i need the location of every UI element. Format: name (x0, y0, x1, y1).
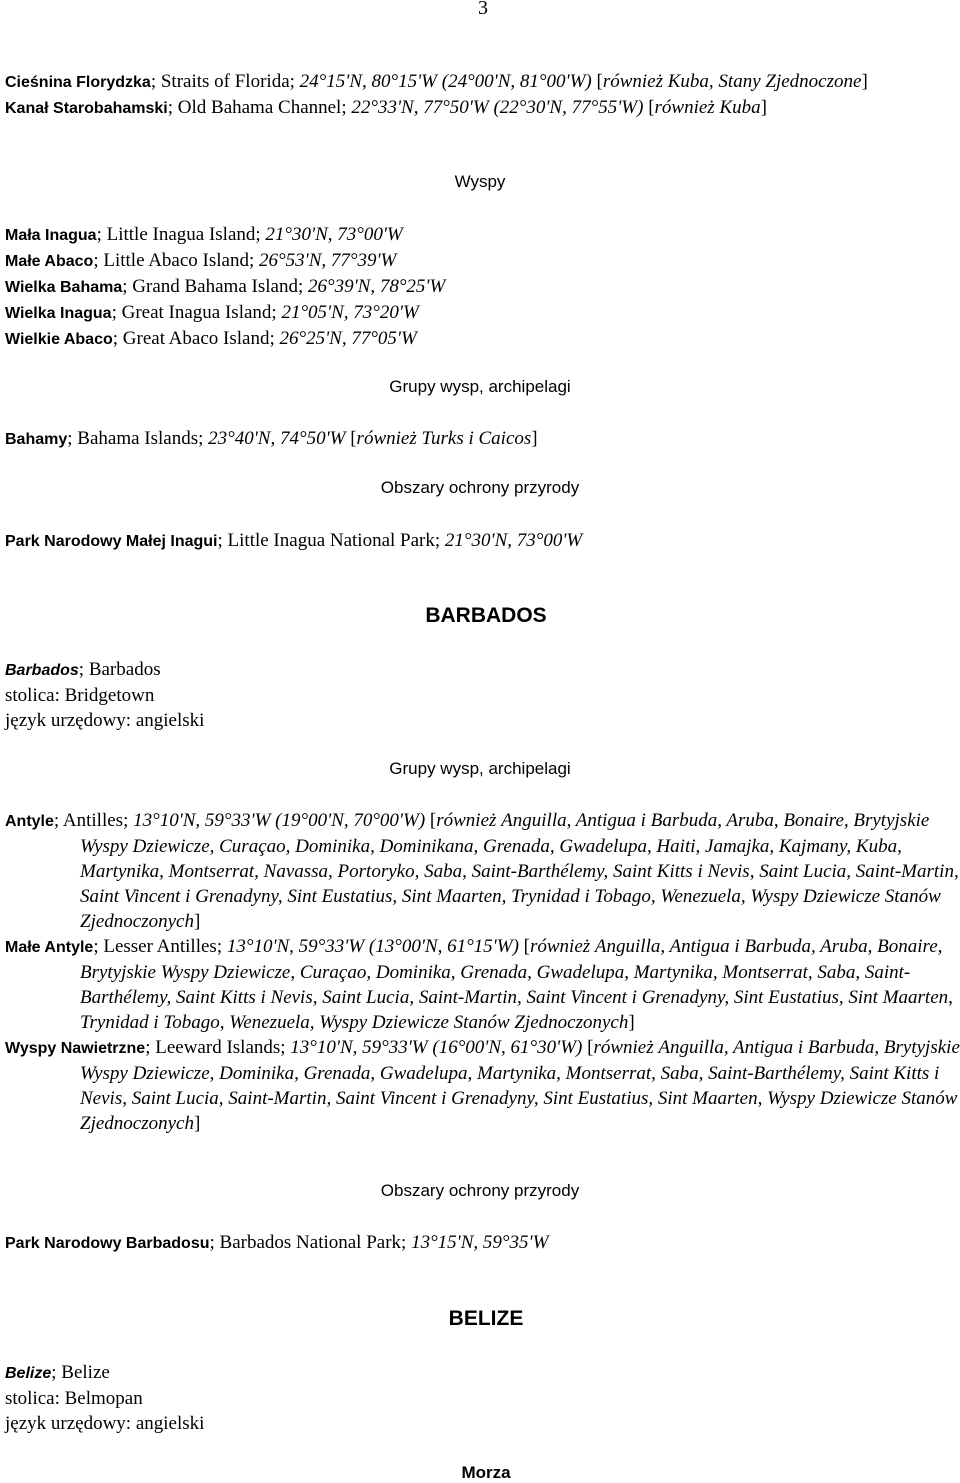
entry-also-list: Kuba (719, 97, 761, 118)
country-official-language: język urzędowy: angielski (5, 710, 205, 731)
gazetteer-entry: Wielka Inagua; Great Inagua Island; 21°05'N, 73°20'W (5, 302, 419, 323)
entry-also-list: Anguilla, Antigua i Barbuda, Aruba, Bonaire, Brytyjskie Wyspy Dziewicze, Curaçao, Dominika, Grenada, Gwadelupa, Martynika, Montserrat, Saba, Saint-Barthélemy, Saint Kitts i Nevis, Saint Lucia, Saint-Martin, Saint Vincent i Grenadyny, Sint Eustatius, Sint Maarten, Trynidad i Tobago, Wenezuela, Wyspy Dziewicze Stanów Zjednoczonych (80, 936, 953, 1033)
entry-coordinates: 21°05'N, 73°20'W (281, 302, 419, 323)
group-entries (5, 808, 960, 1136)
entry-coordinates: 21°30'N, 73°00'W (265, 224, 403, 245)
entry-also-label: również (602, 71, 663, 92)
gazetteer-entry: Wielkie Abaco; Great Abaco Island; 26°25'N, 77°05'W (5, 328, 417, 349)
entry-name: Wielka Inagua (5, 305, 112, 322)
country-name-line: Barbados; Barbados (5, 659, 161, 680)
entry-english-name: Straits of Florida (160, 71, 290, 92)
entry-also-label: również (593, 1037, 654, 1058)
strait-entries (5, 69, 960, 121)
section-heading-island-groups: Grupy wysp, archipelagi (389, 759, 571, 778)
entry-english-name: Little Abaco Island (103, 250, 249, 271)
entry-also-label: również (356, 428, 417, 449)
protected-entries (5, 528, 960, 554)
entry-coordinates: 21°30'N, 73°00'W (444, 530, 583, 551)
gazetteer-entry: Cieśnina Florydzka; Straits of Florida; 24°15'N, 80°15'W (24°00'N, 81°00'W) [również Kuba, Stany Zjednoczone] (5, 71, 868, 92)
country-name: Barbados (5, 662, 79, 679)
protected-entries (5, 1230, 960, 1256)
entry-coordinates: 22°33'N, 77°50'W (22°30'N, 77°55'W) (351, 97, 644, 118)
entry-coordinates: 13°10'N, 59°33'W (19°00'N, 70°00'W) (133, 810, 426, 831)
country-heading-barbados: BARBADOS (425, 604, 547, 627)
entry-also-list: Kuba, Stany Zjednoczone (667, 71, 862, 92)
entry-english-name: Lesser Antilles (103, 936, 217, 957)
entry-also-label: również (654, 97, 715, 118)
country-english-name: Barbados (88, 659, 161, 680)
country-capital: stolica: Bridgetown (5, 685, 155, 706)
gazetteer-entry: Wyspy Nawietrzne; Leeward Islands; 13°10'N, 59°33'W (16°00'N, 61°30'W) [również Anguilla, Antigua i Barbuda, Brytyjskie Wyspy Dziewicze, Dominika, Grenada, Gwadelupa, Martynika, Montserrat, Saba, Saint-Barthélemy, Saint Kitts i Nevis, Saint Lucia, Saint-Martin, Saint Vincent i Grenadyny, Sint Eustatius, Sint Maarten, Wyspy Dziewicze Stanów Zjednoczonych] (5, 1037, 960, 1134)
entry-coordinates: 26°39'N, 78°25'W (307, 276, 446, 297)
group-entries (5, 426, 960, 452)
country-name: Belize (5, 1365, 52, 1382)
gazetteer-entry: Park Narodowy Barbadosu; Barbados National Park; 13°15'N, 59°35'W (5, 1232, 549, 1253)
entry-english-name: Barbados National Park (219, 1232, 402, 1253)
entry-name: Wyspy Nawietrzne (5, 1040, 146, 1057)
gazetteer-entry: Mała Inagua; Little Inagua Island; 21°30'N, 73°00'W (5, 224, 403, 245)
gazetteer-entry: Antyle; Antilles; 13°10'N, 59°33'W (19°00'N, 70°00'W) [również Anguilla, Antigua i Barbuda, Aruba, Bonaire, Brytyjskie Wyspy Dziewicze, Curaçao, Dominika, Dominikana, Grenada, Gwadelupa, Haiti, Jamajka, Kajmany, Kuba, Martynika, Montserrat, Navassa, Portoryko, Saba, Saint-Barthélemy, Saint Kitts i Nevis, Saint Lucia, Saint-Martin, Saint Vincent i Grenadyny, Sint Eustatius, Sint Maarten, Trynidad i Tobago, Wenezuela, Wyspy Dziewicze Stanów Zjednoczonych] (5, 810, 959, 932)
country-heading-belize: BELIZE (448, 1307, 524, 1330)
country-info-barbados (5, 657, 204, 733)
entry-english-name: Old Bahama Channel (177, 97, 342, 118)
gazetteer-entry: Kanał Starobahamski; Old Bahama Channel; 22°33'N, 77°50'W (22°30'N, 77°55'W) [również Kuba] (5, 97, 767, 118)
entry-also-list: Anguilla, Antigua i Barbuda, Brytyjskie Wyspy Dziewicze, Dominika, Grenada, Gwadelupa, Martynika, Montserrat, Saba, Saint-Barthélemy, Saint Kitts i Nevis, Saint Lucia, Saint-Martin, Saint Vincent i Grenadyny, Sint Eustatius, Sint Maarten, Wyspy Dziewicze Stanów Zjednoczonych (80, 1037, 960, 1134)
section-heading-protected-areas: Obszary ochrony przyrody (380, 1181, 580, 1200)
entry-english-name: Leeward Islands (155, 1037, 281, 1058)
entry-english-name: Bahama Islands (77, 428, 199, 449)
entry-coordinates: 13°10'N, 59°33'W (16°00'N, 61°30'W) (290, 1037, 583, 1058)
entry-name: Małe Antyle (5, 939, 94, 956)
entry-name: Małe Abaco (5, 253, 94, 270)
entry-also-label: również (436, 810, 497, 831)
entry-coordinates: 26°53'N, 77°39'W (259, 250, 397, 271)
country-capital: stolica: Belmopan (5, 1388, 143, 1409)
entry-coordinates: 26°25'N, 77°05'W (279, 328, 417, 349)
entry-coordinates: 13°10'N, 59°33'W (13°00'N, 61°15'W) (226, 936, 519, 957)
section-heading-islands: Wyspy (454, 172, 506, 191)
country-official-language: język urzędowy: angielski (5, 1413, 205, 1434)
section-heading-island-groups: Grupy wysp, archipelagi (389, 377, 571, 396)
gazetteer-entry: Park Narodowy Małej Inagui; Little Inagua National Park; 21°30'N, 73°00'W (5, 530, 583, 551)
entry-also-label: również (529, 936, 591, 957)
entry-name: Park Narodowy Małej Inagui (5, 533, 218, 550)
entry-english-name: Grand Bahama Island (132, 276, 298, 297)
gazetteer-entry: Małe Abaco; Little Abaco Island; 26°53'N, 77°39'W (5, 250, 397, 271)
entry-name: Bahamy (5, 431, 68, 448)
gazetteer-entry: Bahamy; Bahama Islands; 23°40'N, 74°50'W [również Turks i Caicos] (5, 428, 538, 449)
section-heading-seas: Morza (461, 1463, 511, 1482)
entry-coordinates: 23°40'N, 74°50'W (208, 428, 346, 449)
entry-name: Cieśnina Florydzka (5, 74, 151, 91)
country-info-belize (5, 1360, 204, 1436)
page-number: 3 (478, 0, 488, 19)
entry-english-name: Little Inagua National Park (227, 530, 435, 551)
entry-name: Wielka Bahama (5, 279, 123, 296)
entry-english-name: Little Inagua Island (106, 224, 256, 245)
entry-english-name: Great Inagua Island (121, 302, 272, 323)
country-english-name: Belize (61, 1362, 110, 1383)
entry-english-name: Antilles (62, 810, 124, 831)
entry-name: Mała Inagua (5, 227, 97, 244)
entry-also-list: Anguilla, Antigua i Barbuda, Aruba, Bonaire, Brytyjskie Wyspy Dziewicze, Curaçao, Dominika, Dominikana, Grenada, Gwadelupa, Haiti, Jamajka, Kajmany, Kuba, Martynika, Montserrat, Navassa, Portoryko, Saba, Saint-Barthélemy, Saint Kitts i Nevis, Saint Lucia, Saint-Martin, Saint Vincent i Grenadyny, Sint Eustatius, Sint Maarten, Trynidad i Tobago, Wenezuela, Wyspy Dziewicze Stanów Zjednoczonych (80, 810, 959, 932)
entry-also-list: Turks i Caicos (421, 428, 532, 449)
country-name-line: Belize; Belize (5, 1362, 110, 1383)
entry-name: Kanał Starobahamski (5, 100, 168, 117)
gazetteer-entry: Małe Antyle; Lesser Antilles; 13°10'N, 59°33'W (13°00'N, 61°15'W) [również Anguilla, Antigua i Barbuda, Aruba, Bonaire, Brytyjskie Wyspy Dziewicze, Curaçao, Dominika, Grenada, Gwadelupa, Martynika, Montserrat, Saba, Saint-Barthélemy, Saint Kitts i Nevis, Saint Lucia, Saint-Martin, Saint Vincent i Grenadyny, Sint Eustatius, Sint Maarten, Trynidad i Tobago, Wenezuela, Wyspy Dziewicze Stanów Zjednoczonych] (5, 936, 953, 1033)
gazetteer-entry: Wielka Bahama; Grand Bahama Island; 26°39'N, 78°25'W (5, 276, 446, 297)
entry-name: Antyle (5, 813, 54, 830)
entry-english-name: Great Abaco Island (122, 328, 270, 349)
entry-coordinates: 13°15'N, 59°35'W (411, 1232, 549, 1253)
island-entries (5, 222, 960, 352)
section-heading-protected-areas: Obszary ochrony przyrody (380, 478, 580, 497)
entry-coordinates: 24°15'N, 80°15'W (24°00'N, 81°00'W) (299, 71, 592, 92)
entry-name: Wielkie Abaco (5, 331, 113, 348)
entry-name: Park Narodowy Barbadosu (5, 1235, 210, 1252)
